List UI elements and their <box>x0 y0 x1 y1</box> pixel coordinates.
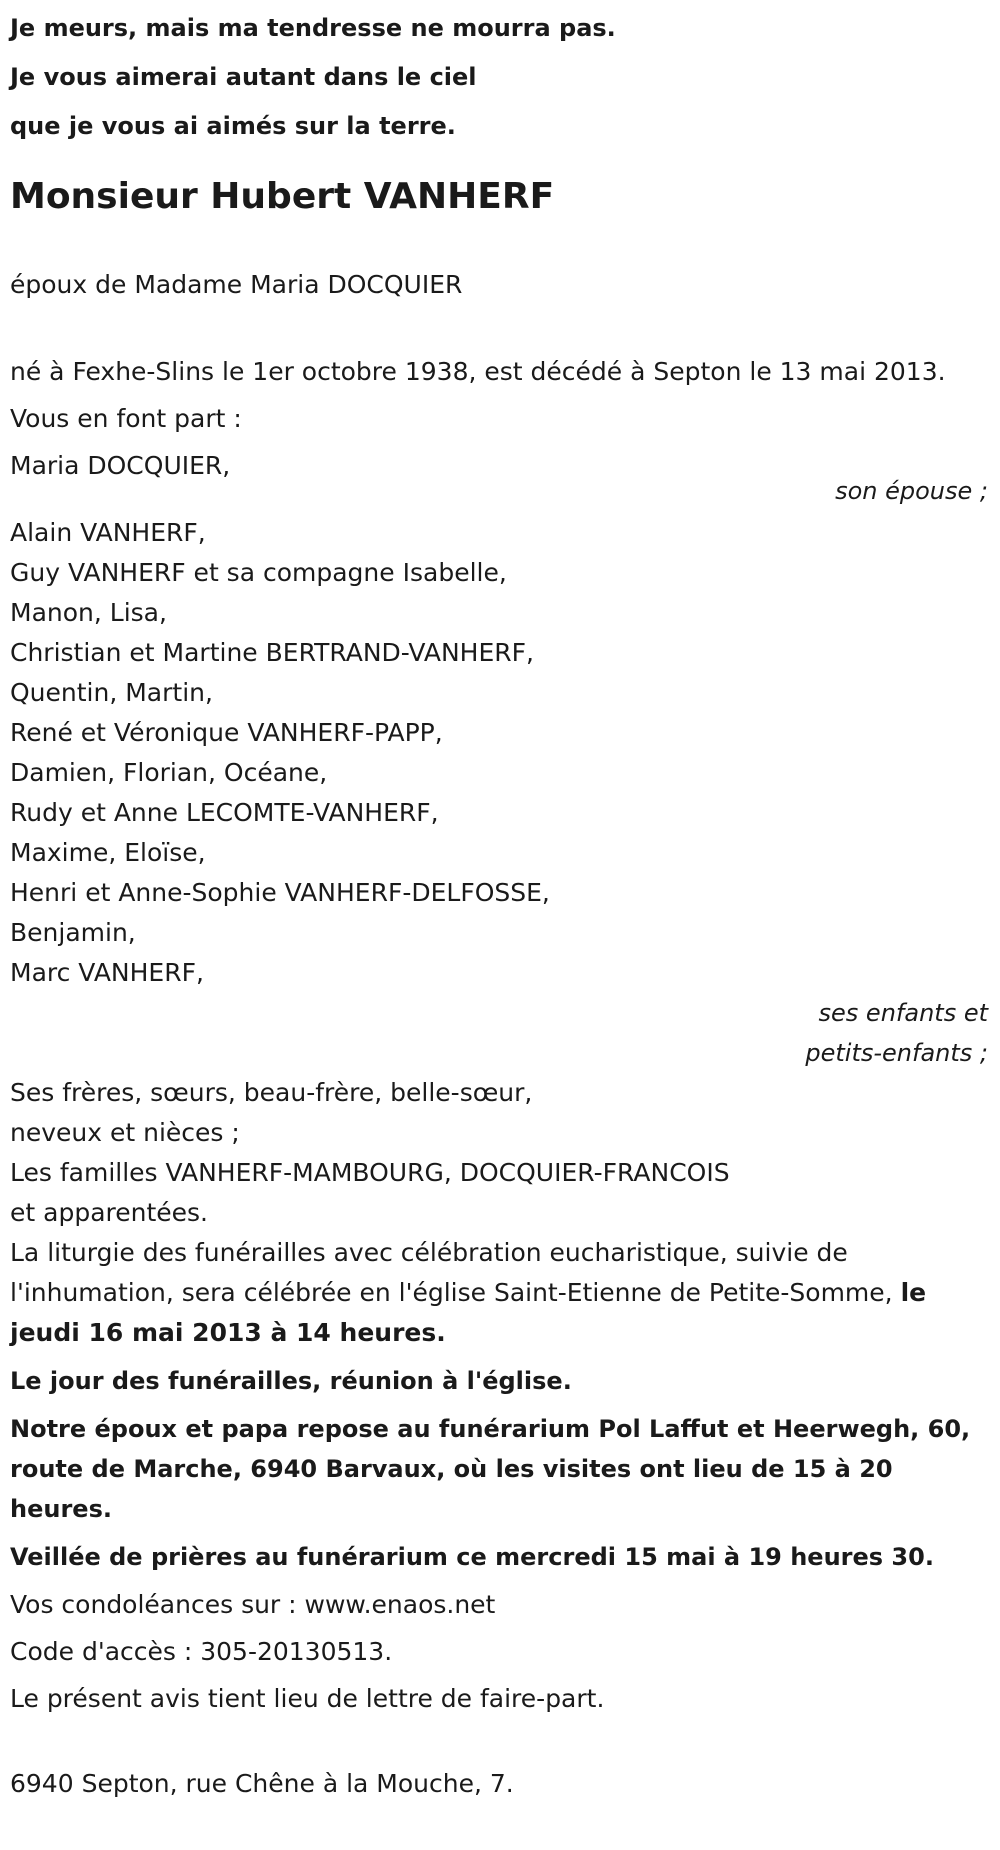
list-item: neveux et nièces ; <box>10 1118 240 1147</box>
list-item: et apparentées. <box>10 1198 208 1227</box>
list-item: Guy VANHERF et sa compagne Isabelle, <box>10 558 507 587</box>
liturgy-paragraph <box>10 1233 988 1353</box>
vigil-note: Veillée de prières au funérarium ce mercredi 15 mai à 19 heures 30. <box>10 1543 934 1571</box>
liturgy-date: le jeudi 16 mai 2013 à 14 heures. <box>10 1278 927 1347</box>
announce: Vous en font part : <box>10 404 242 433</box>
access-code: Code d'accès : 305-20130513. <box>10 1637 393 1666</box>
birth-death: né à Fexhe-Slins le 1er octobre 1938, est décédé à Septon le 13 mai 2013. <box>10 357 946 386</box>
meeting-note: Le jour des funérailles, réunion à l'église. <box>10 1367 572 1395</box>
quote-line-3: que je vous ai aimés sur la terre. <box>10 112 456 140</box>
liturgy-text: La liturgie des funérailles avec célébration eucharistique, suivie de l'inhumation, sera célébrée en l'église Saint-Etienne de Petite-Somme, <box>10 1238 901 1307</box>
spouse-of: époux de Madame Maria DOCQUIER <box>10 270 463 299</box>
list-item: Ses frères, sœurs, beau-frère, belle-sœur, <box>10 1078 533 1107</box>
children-role-2: petits-enfants ; <box>805 1039 988 1067</box>
list-item: Alain VANHERF, <box>10 518 206 547</box>
children-list <box>10 513 988 993</box>
list-item: Quentin, Martin, <box>10 678 213 707</box>
children-role-1: ses enfants et <box>818 999 988 1027</box>
list-item: René et Véronique VANHERF-PAPP, <box>10 718 443 747</box>
deceased-name: Monsieur Hubert VANHERF <box>10 176 555 217</box>
list-item: Maxime, Eloïse, <box>10 838 206 867</box>
funerarium-note: Notre époux et papa repose au funérarium Pol Laffut et Heerwegh, 60, route de Marche, 6940 Barvaux, où les visites ont lieu de 15 à 20 heures. <box>10 1415 971 1523</box>
other-relatives <box>10 1073 988 1233</box>
list-item: Rudy et Anne LECOMTE-VANHERF, <box>10 798 439 827</box>
condolences-line: Vos condoléances sur : www.enaos.net <box>10 1590 496 1619</box>
list-item: Marc VANHERF, <box>10 958 204 987</box>
quote-line-1: Je meurs, mais ma tendresse ne mourra pas. <box>10 14 616 42</box>
notice-line: Le présent avis tient lieu de lettre de faire-part. <box>10 1684 605 1713</box>
address: 6940 Septon, rue Chêne à la Mouche, 7. <box>10 1769 514 1798</box>
spouse-role: son épouse ; <box>835 477 988 505</box>
list-item: Les familles VANHERF-MAMBOURG, DOCQUIER-FRANCOIS <box>10 1158 730 1187</box>
list-item: Benjamin, <box>10 918 136 947</box>
list-item: Damien, Florian, Océane, <box>10 758 328 787</box>
list-item: Manon, Lisa, <box>10 598 167 627</box>
spouse-name: Maria DOCQUIER, <box>10 451 231 480</box>
quote-line-2: Je vous aimerai autant dans le ciel <box>10 63 477 91</box>
list-item: Christian et Martine BERTRAND-VANHERF, <box>10 638 534 667</box>
list-item: Henri et Anne-Sophie VANHERF-DELFOSSE, <box>10 878 550 907</box>
